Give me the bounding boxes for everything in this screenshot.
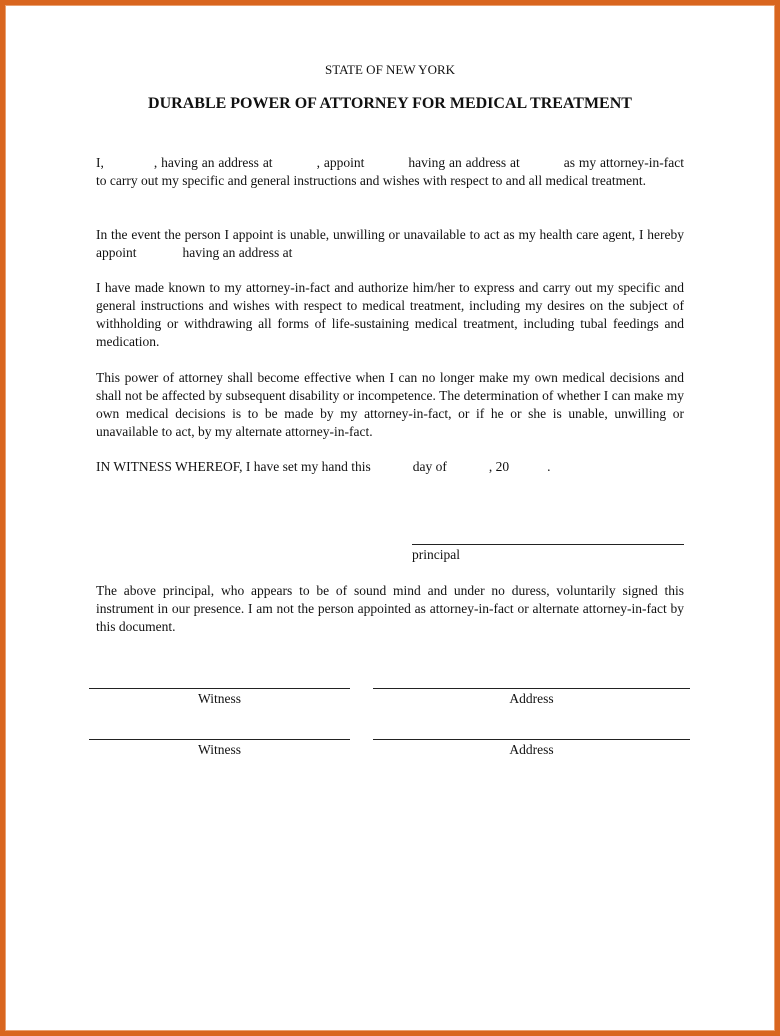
p1-text-a: I, <box>96 155 104 170</box>
state-heading: STATE OF NEW YORK <box>324 62 456 77</box>
address-2-line[interactable] <box>373 739 690 740</box>
address-1-line[interactable] <box>373 688 690 689</box>
year-text: , 20 <box>488 459 510 474</box>
witness-1-signature-line[interactable] <box>89 688 350 689</box>
whereof-text: IN WITNESS WHEREOF, I have set my hand this <box>96 459 371 474</box>
p2-text-b: having an address at <box>182 245 293 260</box>
p1-text-c: , appoint <box>316 155 365 170</box>
p1-text-b: , having an address at <box>153 155 273 170</box>
day-of-text: day of <box>412 459 447 474</box>
alternate-agent-paragraph <box>96 226 684 262</box>
attestation-paragraph: The above principal, who appears to be of sound mind and under no duress, voluntarily signed this instrument in our presence. I am not the person appointed as attorney-in-fact or alternate attorney-in-fact by this document. <box>96 583 684 634</box>
period-text: . <box>547 459 551 474</box>
witness-2-label: Witness <box>198 742 241 757</box>
appointment-paragraph <box>96 154 684 190</box>
witness-1-label: Witness <box>198 691 241 706</box>
principal-label: principal <box>412 547 460 562</box>
witness-2-signature-line[interactable] <box>89 739 350 740</box>
effective-paragraph: This power of attorney shall become effective when I can no longer make my own medical decisions and shall not be affected by subsequent disability or incompetence. The determination of whether I can make my own medical decisions is to be made by my attorney-in-fact, or if he or she is unable, unwilling or unavailable to act, by my alternate attorney-in-fact. <box>96 370 684 439</box>
address-1-label: Address <box>509 691 554 706</box>
address-2-label: Address <box>509 742 554 757</box>
p2-text-a: In the event the person I appoint is unable, unwilling or unavailable to act as my health care agent, I hereby appoint <box>96 227 684 260</box>
principal-signature-line[interactable] <box>412 544 684 545</box>
p1-text-e: as my attorney-in-fact to carry out my specific and general instructions and wishes with respect to and all medical treatment. <box>96 155 685 188</box>
document-title: DURABLE POWER OF ATTORNEY FOR MEDICAL TREATMENT <box>148 95 632 112</box>
instructions-paragraph: I have made known to my attorney-in-fact and authorize him/her to express and carry out my specific and general instructions and wishes with respect to medical treatment, including my desires on the subject of withholding or withdrawing all forms of life-sustaining medical treatment, including tubal feedings and medication. <box>96 280 684 349</box>
p1-text-d: having an address at <box>408 155 520 170</box>
witness-whereof-line <box>96 458 684 476</box>
